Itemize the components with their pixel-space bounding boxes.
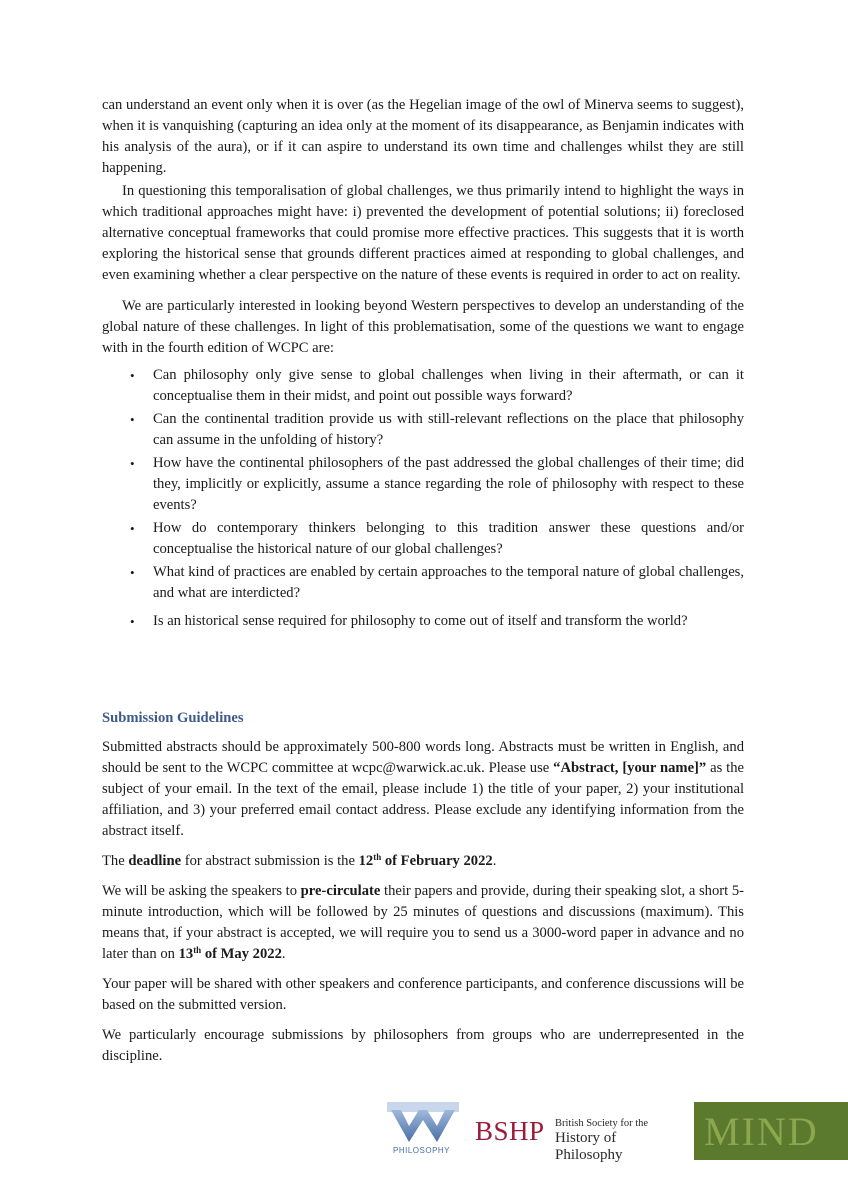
philosophy-logo [387, 1102, 459, 1158]
submission-guidelines [102, 737, 744, 1076]
precirculate-paragraph: We will be asking the speakers to pre-circulate their papers and provide, during their speaking slot, a short 5-minute introduction, which will be followed by 25 minutes of questions and discussions (maximum). This means that, if your abstract is accepted, we will require you to send us a 3000-word paper in advance and no later than on 13th of May 2022. [102, 883, 744, 962]
section-heading: Submission Guidelines [102, 710, 244, 726]
bullet-icon: • [130, 521, 135, 536]
sponsor-logos [387, 1102, 848, 1163]
bullet-icon: • [130, 456, 135, 471]
guideline-paragraph-4: Your paper will be shared with other speakers and conference participants, and conference discussions will be based on the submitted version. [102, 976, 744, 1013]
bullet-icon: • [130, 614, 135, 629]
list-item: • Is an historical sense required for philosophy to come out of itself and transform the world? [102, 611, 744, 632]
list-item: • How do contemporary thinkers belonging to this tradition answer these questions and/or conceptualise the historical nature of our global challenges? [130, 520, 744, 557]
bshp-text: British Society for the History of Philosophy [555, 1118, 649, 1163]
paragraph-1: can understand an event only when it is over (as the Hegelian image of the owl of Minerva seems to suggest), when it is vanquishing (capturing an idea only at the moment of its disappearance, as Benjamin indicates with his analysis of the aura), or if it can aspire to understand its own time and challenges whilst they are still happening. [102, 97, 744, 176]
list-item: • Can the continental tradition provide us with still-relevant reflections on the place that philosophy can assume in the unfolding of history? [130, 411, 744, 448]
bullet-icon: • [130, 565, 135, 580]
questions-list [102, 365, 744, 632]
mind-wordmark: MIND [704, 1109, 819, 1154]
list-item: • Can philosophy only give sense to global challenges when living in their aftermath, or can it conceptualise them in their midst, and point out possible ways forward? [130, 367, 744, 404]
deadline-date: 12th of February 2022 [358, 852, 493, 869]
guideline-paragraph-1: Submitted abstracts should be approximately 500-800 words long. Abstracts must be written in English, and should be sent to the WCPC committee at wcpc@warwick.ac.uk. Please use “Abstract, [your name]” as the subject of your email. In the text of the email, please include 1) the title of your paper, 2) your institutional affiliation, and 3) your preferred email contact address. Please exclude any identifying information from the abstract itself. [102, 739, 744, 839]
list-item: • What kind of practices are enabled by certain approaches to the temporal nature of global challenges, and what are interdicted? [130, 564, 744, 601]
bshp-letters: BSHP [475, 1116, 545, 1146]
list-item: • How have the continental philosophers of the past addressed the global challenges of their time; did they, implicitly or explicitly, assume a stance regarding the role of philosophy with respect to these events? [130, 455, 744, 513]
body-text [102, 95, 744, 634]
philosophy-label: PHILOSOPHY [393, 1146, 451, 1155]
mind-logo [694, 1102, 848, 1160]
paragraph-2: In questioning this temporalisation of global challenges, we thus primarily intend to highlight the ways in which traditional approaches might have: i) prevented the development of potential solutions; ii) foreclosed alternative conceptual frameworks that could promise more effective practices. This suggests that it is worth exploring the historical sense that grounds different practices aimed at responding to global challenges, and even examining whether a clear perspective on the nature of these events is required in order to act on reality. [102, 183, 744, 283]
bullet-icon: • [130, 368, 135, 383]
deadline-paragraph: The deadline for abstract submission is the 12th of February 2022. [102, 852, 497, 869]
philosophy-w-icon [387, 1102, 459, 1146]
bullet-icon: • [130, 412, 135, 427]
paragraph-3: We are particularly interested in looking beyond Western perspectives to develop an understanding of the global nature of these challenges. In light of this problematisation, some of the questions we want to engage with in the fourth edition of WCPC are: [102, 298, 744, 356]
paper-deadline-date: 13th of May 2022 [178, 945, 282, 962]
bshp-logo [475, 1116, 680, 1163]
guideline-paragraph-5: We particularly encourage submissions by philosophers from groups who are underrepresented in the discipline. [102, 1027, 744, 1064]
